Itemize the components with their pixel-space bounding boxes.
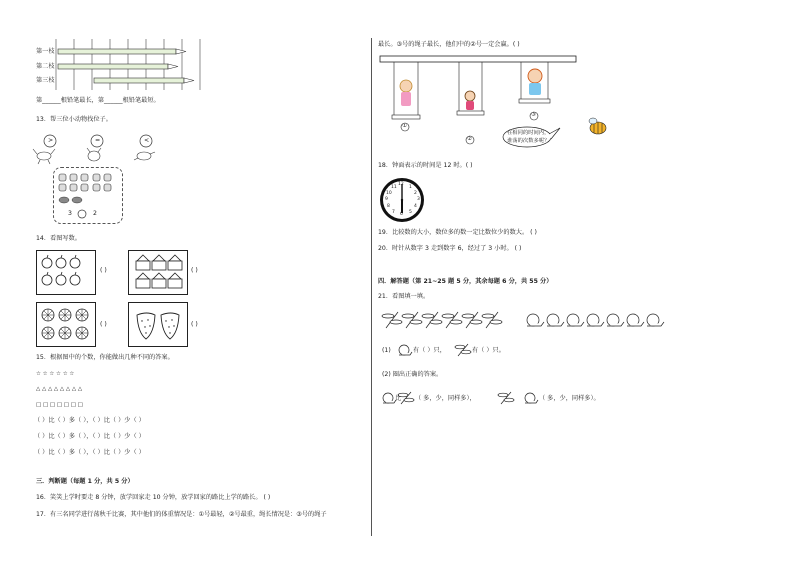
fill1-snail-count: 有（ ）只， [413, 347, 446, 354]
pencil-row-1: 第一枝 [36, 48, 55, 55]
q17-continued: 最长。③号的绳子最长，他们中的②号一定会赢。( ) [378, 41, 520, 48]
q15-title: 15．根据图中的个数，你能做出几种不同的答案。 [36, 354, 174, 361]
clock-number-9: 9 [385, 197, 388, 202]
swing-label-2: ② [467, 136, 472, 142]
clock-number-5: 5 [409, 210, 412, 215]
bubble-line-1: 在相同的时间内， [507, 130, 550, 136]
pencil-row-3: 第三枝 [36, 77, 55, 84]
q17: 17．有三名同学进行荡秋千比赛，其中他们的体重情况是：①号最轻，②号最重，绳长情况是：③号的绳子 [36, 511, 327, 518]
q19: 19．比较数的大小，数位多的数一定比数位少的数大。 ( ) [378, 229, 537, 236]
q13-sign-3: < [144, 137, 150, 144]
fill2-title: (2) 圈出正确的答案。 [382, 371, 443, 378]
fill2-options-1: （ 多，少，同样多）， [415, 395, 476, 402]
q14-answer-3: ( ) [100, 321, 107, 328]
q16: 16．笑笑上学时要走 8 分钟，放学回家走 10 分钟，放学回家的路比上学的路长。 ( ) [36, 494, 271, 501]
clock-number-6: 6 [400, 212, 403, 217]
pencil-answer-line: 第______根铅笔最长，第______根铅笔最短。 [36, 97, 160, 104]
q15-squares-row: □ □ □ □ □ □ □ [36, 402, 83, 408]
fill2-options-2: （ 多，少，同样多）。 [539, 395, 600, 402]
q14-answer-1: ( ) [100, 267, 107, 274]
q13-left-number: 3 [68, 210, 72, 217]
q15-answer-line-3: （ ）比（ ）多（ ），（ ）比（ ）少（ ） [34, 449, 145, 456]
q15-stars-row: ☆ ☆ ☆ ☆ ☆ ☆ [36, 371, 75, 377]
clock-number-8: 8 [387, 204, 390, 209]
clock-number-4: 4 [414, 204, 417, 209]
fill1-prefix: (1) [382, 347, 391, 354]
clock-number-11: 11 [391, 185, 397, 190]
pencil-row-2: 第二枝 [36, 63, 55, 70]
q14-answer-2: ( ) [191, 267, 198, 274]
bubble-line-2: 谁荡的次数多呢？ [507, 138, 550, 144]
q13-title: 13．帮三位小动物找位子。 [36, 116, 112, 123]
clock-number-7: 7 [392, 210, 395, 215]
swing-label-3: ③ [531, 112, 536, 118]
q13-sign-2: = [95, 137, 101, 144]
fill1-dragonfly-count: 有（ ）只。 [472, 347, 505, 354]
q14-answer-4: ( ) [191, 321, 198, 328]
section-4-title: 四．解答题（第 21~25 题 5 分，其余每题 6 分，共 55 分） [378, 278, 553, 285]
q15-answer-line-2: （ ）比（ ）多（ ），（ ）比（ ）少（ ） [34, 433, 145, 440]
q14-title: 14．看图写数。 [36, 235, 81, 242]
swing-label-1: ① [402, 123, 407, 129]
clock-number-1: 1 [409, 185, 412, 190]
q21-title: 21．看图填一填。 [378, 293, 430, 300]
section-3-title: 三．判断题（每题 1 分，共 5 分） [36, 478, 134, 485]
clock-number-3: 3 [417, 197, 420, 202]
q20: 20．时针从数字 3 走到数字 6，经过了 3 小时。 ( ) [378, 245, 522, 252]
clock-number-2: 2 [414, 191, 417, 196]
q15-answer-line-1: （ ）比（ ）多（ ），（ ）比（ ）少（ ） [34, 417, 145, 424]
q13-sign-1: > [48, 137, 54, 144]
fill2-compare-word: 比 [395, 395, 402, 402]
q18: 18．钟面表示的时间是 12 时。( ) [378, 162, 473, 169]
clock-number-10: 10 [386, 191, 392, 196]
q15-triangles-row: △ △ △ △ △ △ △ △ [36, 386, 83, 392]
q13-right-number: 2 [93, 210, 97, 217]
clock-number-12: 12 [398, 182, 404, 187]
